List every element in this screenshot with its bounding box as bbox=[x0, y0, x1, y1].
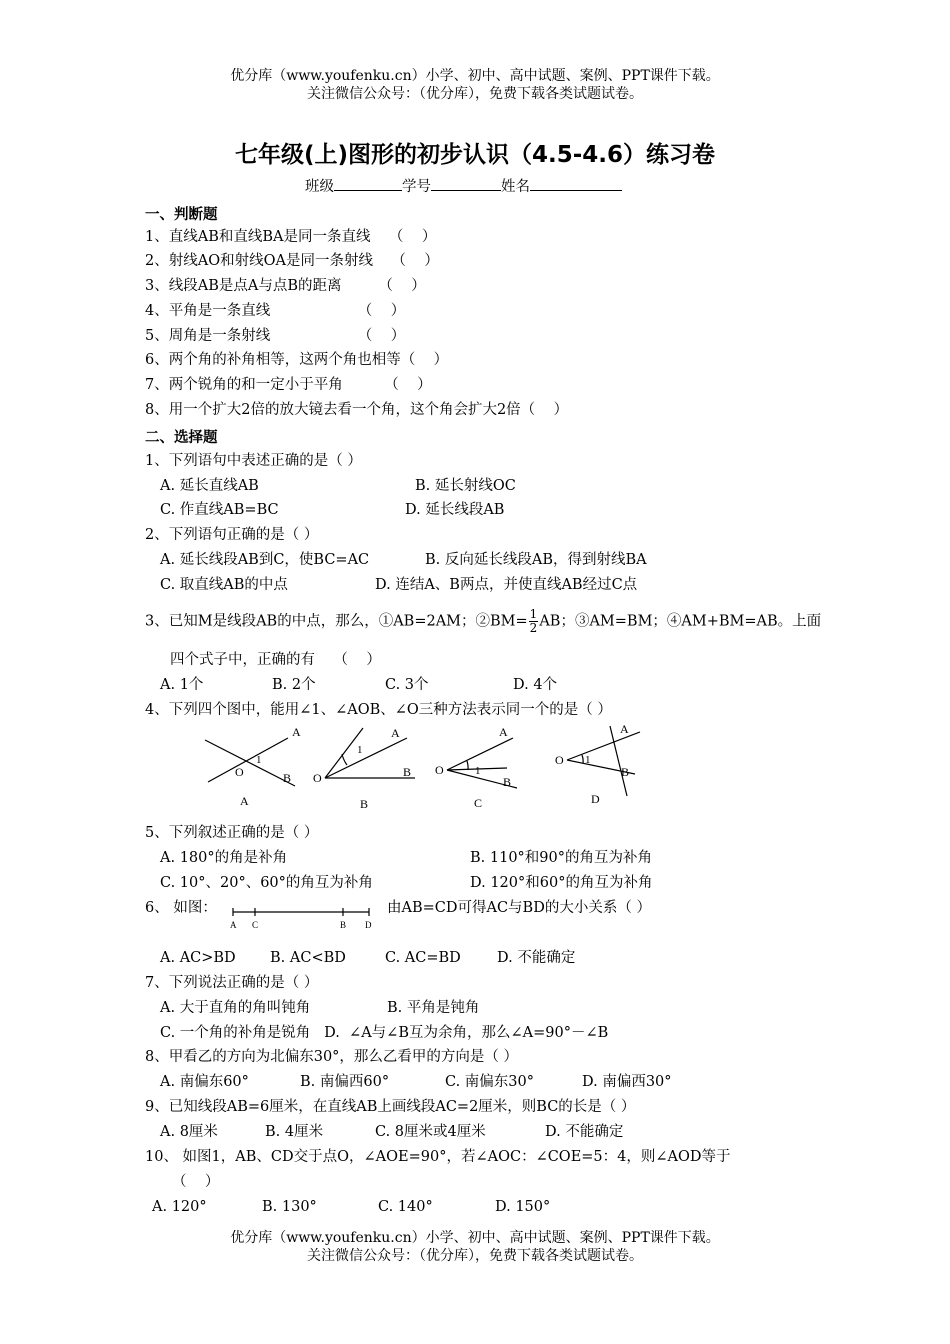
q6-point-c: C bbox=[252, 920, 259, 930]
one-half-fraction bbox=[529, 608, 539, 635]
q10-option-c: C. 140° bbox=[378, 1199, 433, 1215]
fig-c-point-b: B bbox=[503, 775, 512, 789]
fig-d-transversal bbox=[610, 726, 630, 796]
class-blank[interactable] bbox=[334, 176, 402, 191]
fig-a-label: A bbox=[240, 794, 249, 808]
q1-option-d: D. 延长线段AB bbox=[405, 502, 505, 518]
student-info-line bbox=[305, 176, 622, 197]
name-label: 姓名 bbox=[501, 179, 530, 195]
q3-option-a: A. 1个 bbox=[160, 677, 204, 693]
header-line-1: 优分库（www.youfenku.cn）小学、初中、高中试题、案例、PPT课件下载。 bbox=[230, 68, 720, 84]
fig-d-angle-1: 1 bbox=[585, 754, 591, 766]
q4-stem: 4、下列四个图中，能用∠1、∠AOB、∠O三种方法表示同一个的是（ ） bbox=[145, 702, 612, 718]
name-blank[interactable] bbox=[530, 176, 622, 191]
q3-option-d: D. 4个 bbox=[513, 677, 558, 693]
q6-point-d: D bbox=[365, 920, 372, 930]
q10-option-b: B. 130° bbox=[262, 1199, 317, 1215]
q3-option-c: C. 3个 bbox=[385, 677, 429, 693]
q2-option-d: D. 连结A、B两点，并使直线AB经过C点 bbox=[375, 577, 638, 593]
q6-point-a: A bbox=[230, 920, 237, 930]
q8-stem: 8、甲看乙的方向为北偏东30°，那么乙看甲的方向是（ ） bbox=[145, 1049, 519, 1065]
q3-stem-continued: 四个式子中，正确的有 （ ） bbox=[170, 652, 381, 668]
q5-option-c: C. 10°、20°、60°的角互为补角 bbox=[160, 875, 373, 891]
q8-option-b: B. 南偏西60° bbox=[300, 1074, 390, 1090]
number-blank[interactable] bbox=[431, 176, 501, 191]
q1-option-a: A. 延长直线AB bbox=[160, 478, 259, 494]
fig-b-point-o: O bbox=[313, 771, 322, 785]
judge-item-8: 8、用一个扩大2倍的放大镜去看一个角，这个角会扩大2倍（ ） bbox=[145, 402, 569, 418]
q3-option-b: B. 2个 bbox=[272, 677, 316, 693]
fraction-denominator: 2 bbox=[529, 621, 538, 635]
q2-option-b: B. 反向延长线段AB，得到射线BA bbox=[425, 552, 647, 568]
q5-option-a: A. 180°的角是补角 bbox=[160, 850, 288, 866]
q9-option-a: A. 8厘米 bbox=[160, 1124, 218, 1140]
fig-a-line-1 bbox=[205, 740, 295, 786]
fig-d-angle-arc bbox=[582, 755, 583, 763]
q7-option-c-d: C. 一个角的补角是锐角 D. ∠A与∠B互为余角，那么∠A=90°－∠B bbox=[160, 1025, 609, 1041]
fig-a-point-a: A bbox=[292, 725, 301, 739]
judge-item-3: 3、线段AB是点A与点B的距离 （ ） bbox=[145, 278, 426, 294]
footer-line-2: 关注微信公众号：（优分库），免费下载各类试题试卷。 bbox=[307, 1248, 643, 1264]
fig-a-angle-1: 1 bbox=[256, 754, 262, 766]
q6-point-b: B bbox=[340, 920, 347, 930]
number-label: 学号 bbox=[402, 179, 431, 195]
q1-option-b: B. 延长射线OC bbox=[415, 478, 516, 494]
section-2-heading: 二、选择题 bbox=[145, 430, 218, 446]
q8-option-c: C. 南偏东30° bbox=[445, 1074, 534, 1090]
fig-b-label: B bbox=[360, 797, 369, 811]
q3-stem-part-2: AB；③AM=BM；④AM+BM=AB。上面 bbox=[539, 613, 822, 630]
judge-item-7: 7、两个锐角的和一定小于平角 （ ） bbox=[145, 377, 432, 393]
q2-option-a: A. 延长线段AB到C，使BC=AC bbox=[160, 552, 370, 568]
fig-a-point-o: O bbox=[235, 765, 244, 779]
footer-line-1: 优分库（www.youfenku.cn）小学、初中、高中试题、案例、PPT课件下载。 bbox=[230, 1230, 720, 1246]
fig-d-point-o: O bbox=[555, 753, 564, 767]
fig-d-label: D bbox=[591, 792, 600, 806]
q10-stem: 10、 如图1，AB、CD交于点O，∠AOE=90°，若∠AOC：∠COE=5：4，则∠AOD等于 bbox=[145, 1149, 731, 1165]
q6-option-b: B. AC<BD bbox=[270, 950, 346, 966]
q2-stem: 2、下列语句正确的是（ ） bbox=[145, 527, 319, 543]
q6-stem-suffix: 由AB=CD可得AC与BD的大小关系（ ） bbox=[387, 900, 651, 916]
q5-stem: 5、下列叙述正确的是（ ） bbox=[145, 825, 319, 841]
q9-stem: 9、已知线段AB=6厘米，在直线AB上画线段AC=2厘米，则BC的长是（ ） bbox=[145, 1099, 636, 1115]
fig-b-angle-1: 1 bbox=[357, 744, 363, 756]
fig-b-angle-arc bbox=[342, 754, 347, 765]
q9-option-c: C. 8厘米或4厘米 bbox=[375, 1124, 486, 1140]
judge-item-5: 5、周角是一条射线 （ ） bbox=[145, 328, 406, 344]
fig-d-point-a: A bbox=[620, 722, 629, 736]
q5-option-b: B. 110°和90°的角互为补角 bbox=[470, 850, 652, 866]
fig-c-point-a: A bbox=[499, 725, 508, 739]
q3-stem bbox=[145, 608, 821, 635]
fig-d-point-b: B bbox=[621, 765, 630, 779]
section-1-heading: 一、判断题 bbox=[145, 207, 218, 223]
q1-option-c: C. 作直线AB=BC bbox=[160, 502, 279, 518]
fig-d-ray-oa bbox=[567, 732, 640, 760]
q9-option-d: D. 不能确定 bbox=[545, 1124, 624, 1140]
judge-item-4: 4、平角是一条直线 （ ） bbox=[145, 303, 406, 319]
q4-figures bbox=[195, 720, 655, 820]
q1-stem: 1、下列语句中表述正确的是（ ） bbox=[145, 453, 362, 469]
q10-stem-continued: （ ） bbox=[172, 1174, 220, 1190]
fig-b-point-b: B bbox=[403, 765, 412, 779]
q5-option-d: D. 120°和60°的角互为补角 bbox=[470, 875, 653, 891]
q6-stem-prefix: 6、 如图： bbox=[145, 900, 217, 916]
judge-item-2: 2、射线AO和射线OA是同一条射线 （ ） bbox=[145, 253, 439, 269]
fig-b-point-a: A bbox=[391, 726, 400, 740]
fig-c-point-o: O bbox=[435, 763, 444, 777]
q6-option-c: C. AC=BD bbox=[385, 950, 461, 966]
q10-option-a: A. 120° bbox=[152, 1199, 207, 1215]
judge-item-6: 6、两个角的补角相等，这两个角也相等（ ） bbox=[145, 352, 449, 368]
fraction-numerator: 1 bbox=[529, 607, 538, 621]
q7-stem: 7、下列说法正确的是（ ） bbox=[145, 975, 319, 991]
fig-c-angle-1: 1 bbox=[475, 765, 481, 777]
q7-option-b: B. 平角是钝角 bbox=[387, 1000, 480, 1016]
class-label: 班级 bbox=[305, 179, 334, 195]
q9-option-b: B. 4厘米 bbox=[265, 1124, 324, 1140]
q8-option-d: D. 南偏西30° bbox=[582, 1074, 672, 1090]
q7-option-a: A. 大于直角的角叫钝角 bbox=[160, 1000, 311, 1016]
q6-option-d: D. 不能确定 bbox=[497, 950, 576, 966]
fig-b-ray-oa bbox=[325, 738, 407, 778]
fig-c-angle-arc bbox=[467, 761, 468, 770]
page-title: 七年级(上)图形的初步认识（4.5-4.6）练习卷 bbox=[234, 142, 716, 168]
q10-option-d: D. 150° bbox=[495, 1199, 551, 1215]
q8-option-a: A. 南偏东60° bbox=[160, 1074, 249, 1090]
judge-item-1: 1、直线AB和直线BA是同一条直线 （ ） bbox=[145, 229, 437, 245]
header-line-2: 关注微信公众号：（优分库），免费下载各类试题试卷。 bbox=[307, 86, 643, 102]
q6-option-a: A. AC>BD bbox=[160, 950, 236, 966]
q6-segment-figure bbox=[226, 898, 376, 932]
q2-option-c: C. 取直线AB的中点 bbox=[160, 577, 288, 593]
fig-c-label: C bbox=[474, 796, 483, 810]
fig-a-point-b: B bbox=[283, 771, 292, 785]
q3-stem-part-1: 3、已知M是线段AB的中点，那么，①AB=2AM；②BM= bbox=[145, 613, 528, 630]
fig-a-line-2 bbox=[208, 738, 288, 782]
